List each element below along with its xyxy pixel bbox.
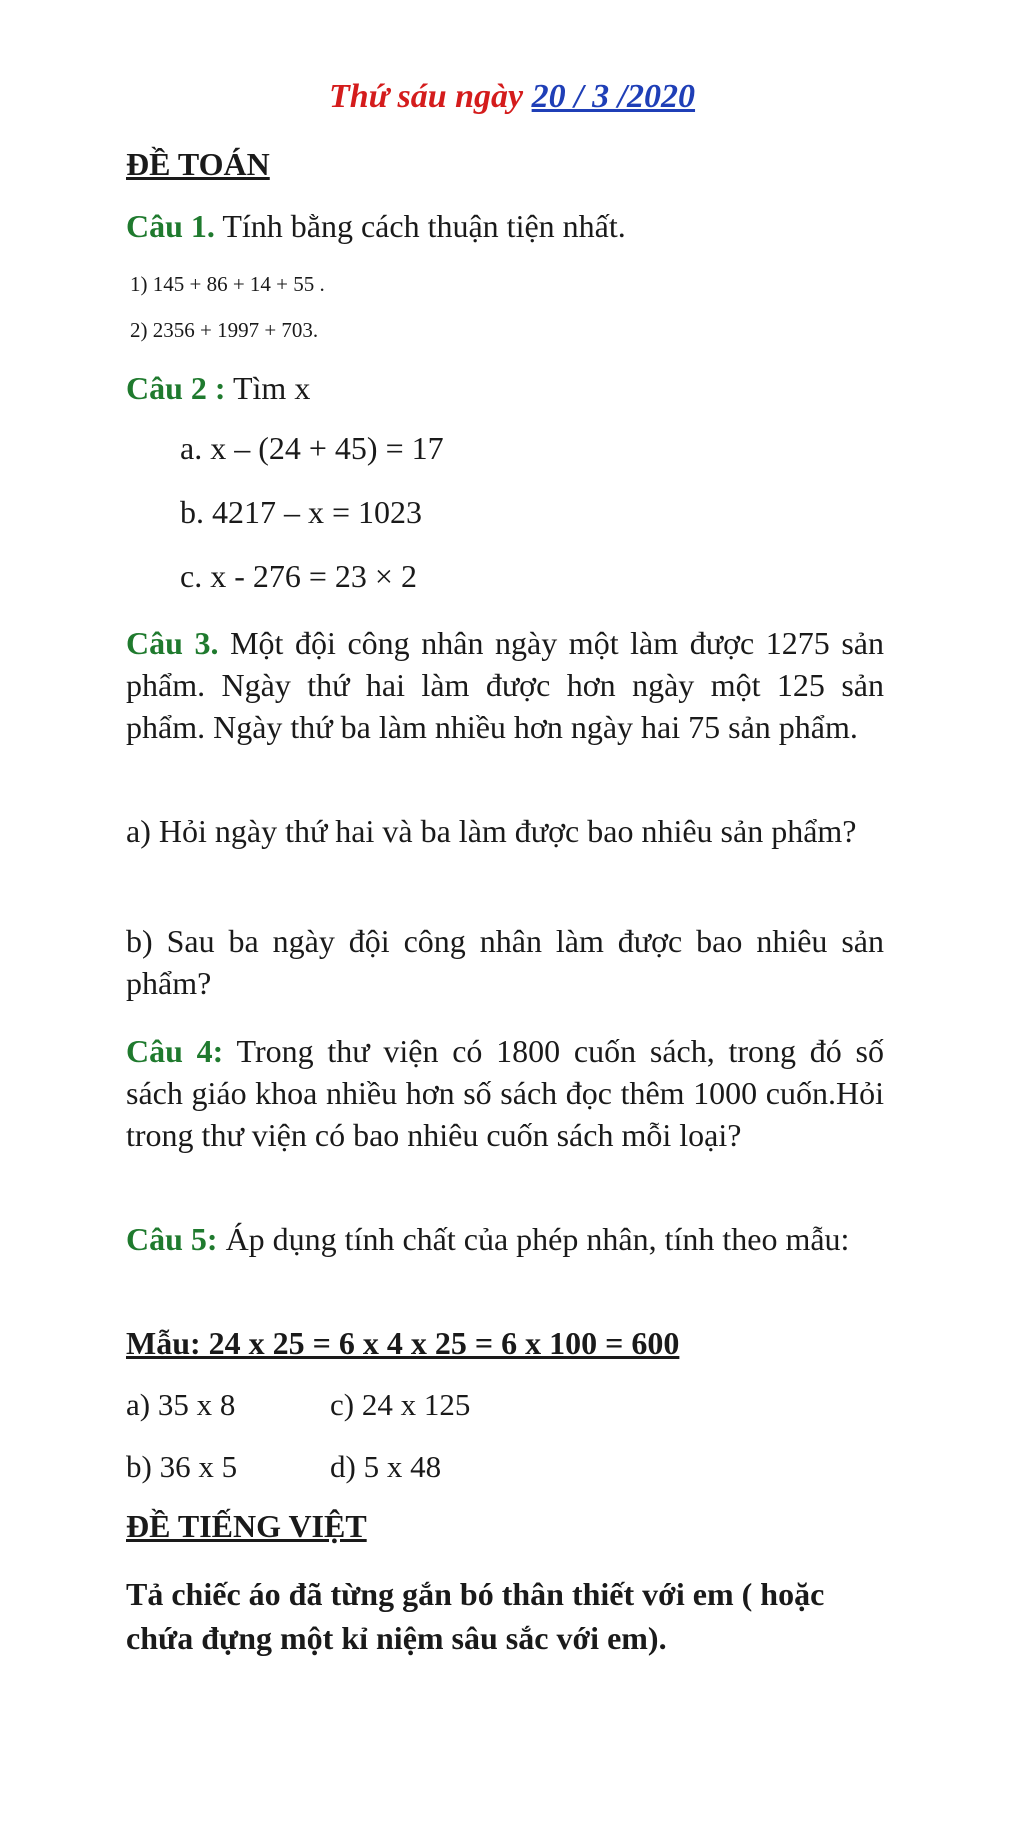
- vietnamese-task: Tả chiếc áo đã từng gắn bó thân thiết với em ( hoặc chứa đựng một kỉ niệm sâu sắc với em).: [126, 1576, 825, 1656]
- question-4-label: Câu 4:: [126, 1033, 224, 1069]
- question-1-item-2: 2) 2356 + 1997 + 703.: [130, 318, 319, 342]
- question-3: [126, 622, 884, 748]
- question-5-example: Mẫu: 24 x 25 = 6 x 4 x 25 = 6 x 100 = 600: [126, 1325, 680, 1361]
- question-1-item-1: 1) 145 + 86 + 14 + 55 .: [130, 272, 325, 296]
- question-2-item-c: c. x - 276 = 23 × 2: [180, 558, 417, 594]
- question-2-item-b: b. 4217 – x = 1023: [180, 494, 423, 530]
- question-5-exercise-b: b) 36 x 5: [126, 1449, 238, 1484]
- question-2-text: Tìm x: [232, 370, 311, 406]
- question-5: [126, 1218, 884, 1260]
- date-header: [0, 78, 1024, 116]
- question-3-text: Một đội công nhân ngày một làm được 1275 sản phẩm. Ngày thứ hai làm được hơn ngày một 125 sản phẩm. Ngày thứ ba làm nhiều hơn ngày hai 75 sản phẩm.: [126, 625, 884, 745]
- question-5-exercise-a: a) 35 x 8: [126, 1387, 236, 1422]
- question-5-text: Áp dụng tính chất của phép nhân, tính theo mẫu:: [225, 1221, 850, 1257]
- question-5-exercise-d: d) 5 x 48: [330, 1449, 442, 1484]
- date-label: Thứ sáu ngày: [328, 78, 524, 115]
- question-5-label: Câu 5:: [126, 1221, 218, 1257]
- question-2-label: Câu 2 :: [126, 370, 226, 406]
- question-4: [126, 1030, 884, 1156]
- question-1: [126, 208, 626, 245]
- question-1-label: Câu 1.: [126, 208, 215, 244]
- math-section-title: ĐỀ TOÁN: [126, 146, 270, 182]
- question-1-text: Tính bằng cách thuận tiện nhất.: [222, 208, 626, 244]
- question-3-part-a: a) Hỏi ngày thứ hai và ba làm được bao nhiêu sản phẩm?: [126, 813, 857, 849]
- question-5-exercise-c: c) 24 x 125: [330, 1387, 471, 1422]
- question-2-item-a: a. x – (24 + 45) = 17: [180, 430, 444, 466]
- date-value: 20 / 3 /2020: [531, 78, 696, 115]
- question-3-part-b: b) Sau ba ngày đội công nhân làm được bao nhiêu sản phẩm?: [126, 923, 884, 1001]
- question-2: [126, 370, 310, 407]
- vietnamese-section-title: ĐỀ TIẾNG VIỆT: [126, 1508, 367, 1544]
- question-4-text: Trong thư viện có 1800 cuốn sách, trong đó số sách giáo khoa nhiều hơn số sách đọc thêm 1000 cuốn.Hỏi trong thư viện có bao nhiêu cuốn sách mỗi loại?: [126, 1033, 885, 1153]
- question-3-label: Câu 3.: [126, 625, 219, 661]
